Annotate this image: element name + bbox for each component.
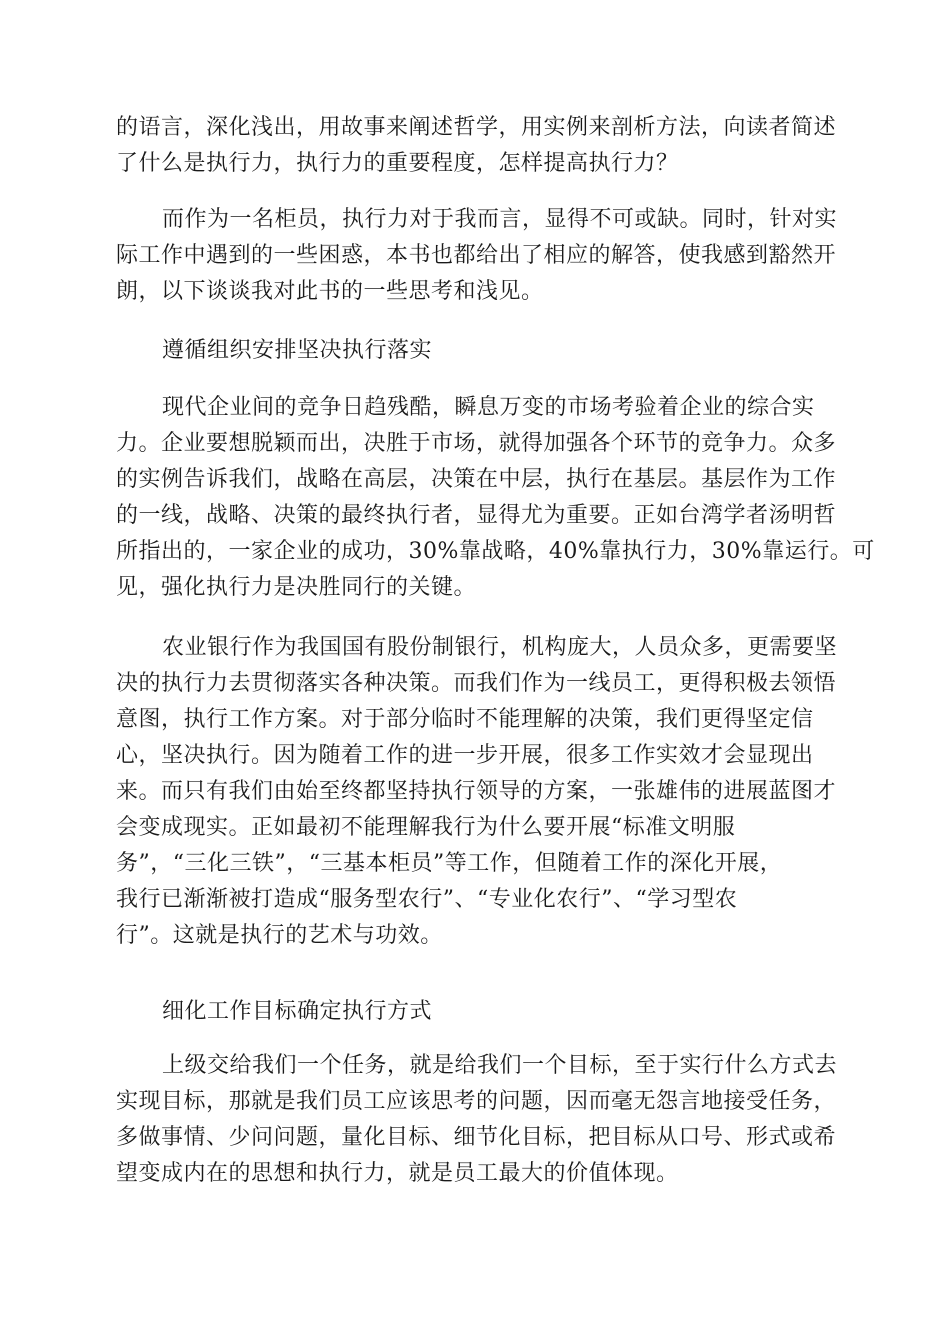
paragraph-3 (116, 390, 875, 606)
paragraph-line: 朗，以下谈谈我对此书的一些思考和浅见。 (116, 279, 544, 304)
paragraph-line: 来。而只有我们由始至终都坚持执行领导的方案，一张雄伟的进展蓝图才 (116, 779, 837, 804)
paragraph-line: 上级交给我们一个任务，就是给我们一个目标，至于实行什么方式去 (162, 1053, 838, 1078)
paragraph-line: 农业银行作为我国国有股份制银行，机构庞大，人员众多，更需要坚 (162, 635, 838, 660)
paragraph-line: 心，坚决执行。因为随着工作的进一步开展，很多工作实效才会显现出 (116, 743, 814, 768)
paragraph-line: 力。企业要想脱颖而出，决胜于市场，就得加强各个环节的竞争力。众多 (116, 431, 837, 456)
paragraph-line: 的语言，深化浅出，用故事来阐述哲学，用实例来剖析方法，向读者简述 (116, 115, 837, 140)
section-heading: 遵循组织安排坚决执行落实 (162, 338, 433, 363)
paragraph-line: 的实例告诉我们，战略在高层，决策在中层，执行在基层。基层作为工作 (116, 467, 837, 492)
paragraph-4 (116, 630, 836, 954)
paragraph-line: 所指出的，一家企业的成功，30%靠战略，40%靠执行力，30%靠运行。可 (116, 539, 875, 564)
paragraph-line: 见，强化执行力是决胜同行的关键。 (116, 575, 477, 600)
paragraph-line: 决的执行力去贯彻落实各种决策。而我们作为一线员工，更得积极去领悟 (116, 671, 837, 696)
paragraph-line: 际工作中遇到的一些困惑，本书也都给出了相应的解答，使我感到豁然开 (116, 243, 837, 268)
paragraph-line: 现代企业间的竞争日趋残酷，瞬息万变的市场考验着企业的综合实 (162, 395, 815, 420)
paragraph-2 (116, 202, 836, 310)
paragraph-5 (116, 1048, 836, 1192)
paragraph-line: 意图，执行工作方案。对于部分临时不能理解的决策，我们更得坚定信 (116, 707, 814, 732)
paragraph-line: 望变成内在的思想和执行力，就是员工最大的价值体现。 (116, 1161, 679, 1186)
paragraph-line: 行”。这就是执行的艺术与功效。 (116, 923, 443, 948)
paragraph-line: 会变成现实。正如最初不能理解我行为什么要开展“标准文明服 (116, 815, 736, 840)
paragraph-line: 了什么是执行力，执行力的重要程度，怎样提高执行力？ (116, 151, 679, 176)
paragraph-line: 我行已渐渐被打造成“服务型农行”、“专业化农行”、“学习型农 (116, 887, 738, 912)
section-heading: 细化工作目标确定执行方式 (162, 999, 433, 1024)
paragraph-line: 的一线，战略、决策的最终执行者，显得尤为重要。正如台湾学者汤明哲 (116, 503, 837, 528)
paragraph-line: 务”，“三化三铁”，“三基本柜员”等工作，但随着工作的深化开展， (116, 851, 783, 876)
paragraph-line: 实现目标，那就是我们员工应该思考的问题，因而毫无怨言地接受任务， (116, 1089, 837, 1114)
paragraph-line: 多做事情、少问问题，量化目标、细节化目标，把目标从口号、形式或希 (116, 1125, 837, 1150)
paragraph-line: 而作为一名柜员，执行力对于我而言，显得不可或缺。同时，针对实 (162, 207, 838, 232)
paragraph-1 (116, 110, 836, 182)
